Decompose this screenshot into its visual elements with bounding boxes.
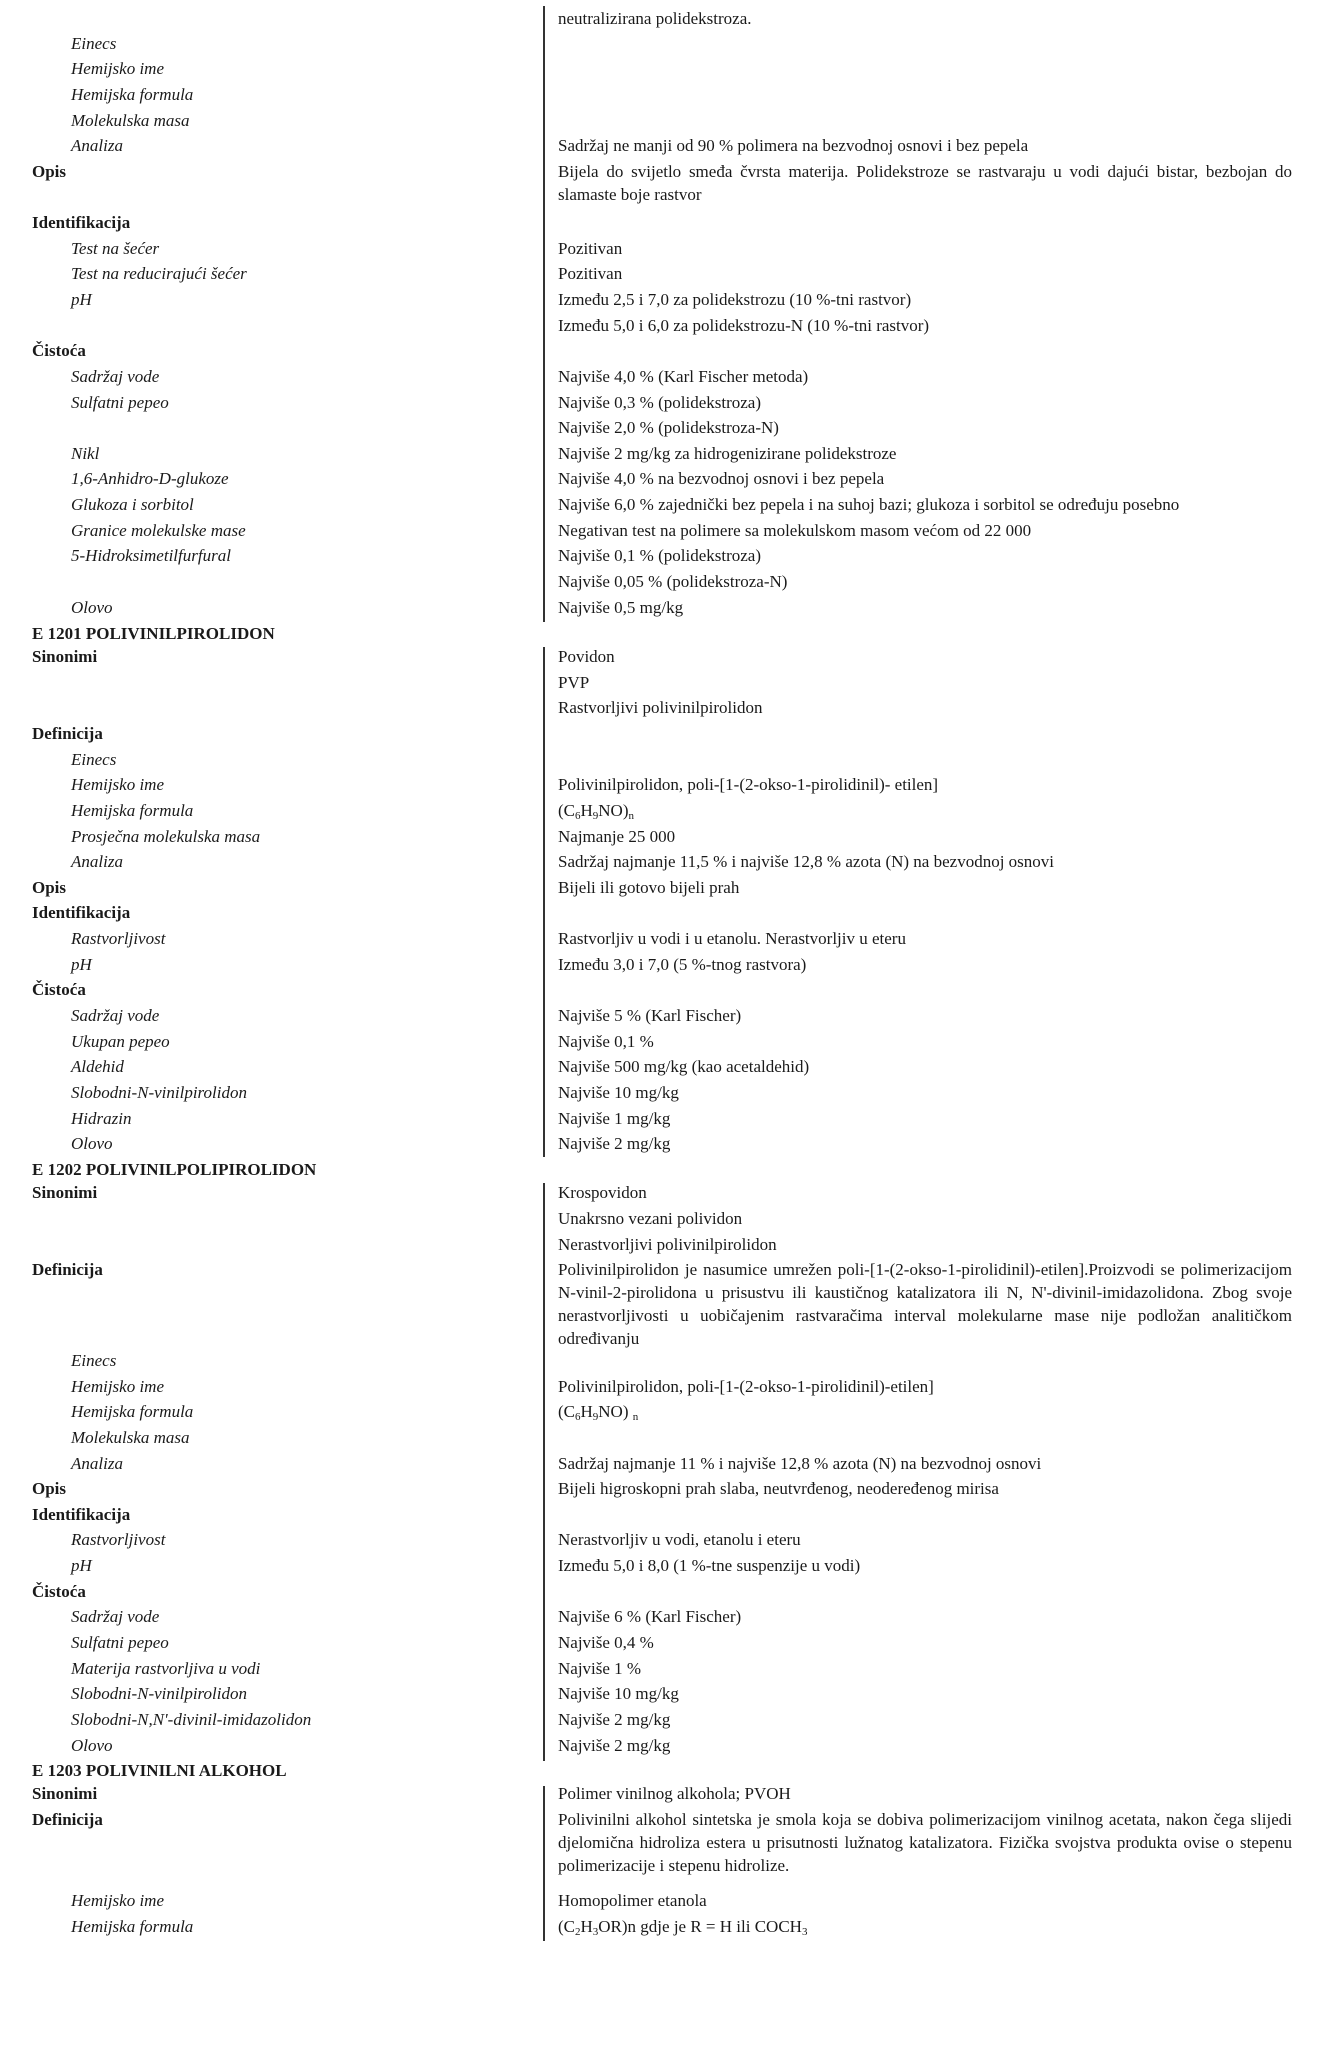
lead-label: Olovo <box>71 1736 113 1755</box>
molecular-mass-label: Molekulska masa <box>71 1428 190 1447</box>
hydrazine-value: Najviše 1 mg/kg <box>558 1109 671 1128</box>
aldehyde-value: Najviše 500 mg/kg (kao acetaldehid) <box>558 1057 810 1076</box>
chemical-name-value: Polivinilpirolidon, poli-[1-(2-okso-1-pirolidinil)- etilen] <box>558 775 939 794</box>
chemical-name-label: Hemijsko ime <box>71 59 165 78</box>
description-value: Bijeli ili gotovo bijeli prah <box>558 878 740 897</box>
molecular-mass-limit-value: Negativan test na polimere sa molekulskom masom većom od 22 000 <box>558 521 1032 540</box>
anhydroglucose-value: Najviše 4,0 % na bezvodnoj osnovi i bez pepela <box>558 469 885 488</box>
identification-heading: Identifikacija <box>32 213 131 232</box>
description-label: Opis <box>32 878 67 897</box>
section-title-e1202: E 1202 POLIVINILPOLIPIROLIDON <box>32 1160 317 1179</box>
synonym-value: Povidon <box>558 647 615 666</box>
synonym-value: Unakrsno vezani polividon <box>558 1209 743 1228</box>
water-content-label: Sadržaj vode <box>71 367 160 386</box>
definition-label: Definicija <box>32 724 103 743</box>
chemical-formula-label: Hemijska formula <box>71 801 194 820</box>
synonyms-label: Sinonimi <box>32 1183 98 1202</box>
sulfated-ash-value: Najviše 2,0 % (polidekstroza-N) <box>558 418 779 437</box>
average-molecular-mass-value: Najmanje 25 000 <box>558 827 676 846</box>
chemical-name-value: Polivinilpirolidon, poli-[1-(2-okso-1-pirolidinil)-etilen] <box>558 1377 934 1396</box>
reducing-sugar-test-label: Test na reducirajući šećer <box>71 264 247 283</box>
einecs-label: Einecs <box>71 34 117 53</box>
ph-value: Između 2,5 i 7,0 za polidekstrozu (10 %-tni rastvor) <box>558 290 912 309</box>
ph-value: Između 5,0 i 6,0 za polidekstrozu-N (10 %-tni rastvor) <box>558 316 930 335</box>
glucose-sorbitol-label: Glukoza i sorbitol <box>71 495 194 514</box>
free-vinylpyrrolidone-label: Slobodni-N-vinilpirolidon <box>71 1083 247 1102</box>
lead-value: Najviše 2 mg/kg <box>558 1134 671 1153</box>
free-vinylpyrrolidone-value: Najviše 10 mg/kg <box>558 1684 679 1703</box>
ph-label: pH <box>71 1556 92 1575</box>
definition-label: Definicija <box>32 1260 103 1279</box>
glucose-sorbitol-value: Najviše 6,0 % zajednički bez pepela i na suhoj bazi; glukoza i sorbitol se određuju posebno <box>558 495 1180 514</box>
chemical-formula-value: $(C_6H_9NO)$ $_n$ <box>558 1402 639 1423</box>
water-soluble-matter-label: Materija rastvorljiva u vodi <box>71 1659 261 1678</box>
lead-value: Najviše 0,5 mg/kg <box>558 598 684 617</box>
ph-label: pH <box>71 290 92 309</box>
assay-value: Sadržaj najmanje 11,5 % i najviše 12,8 % azota (N) na bezvodnoj osnovi <box>558 852 1055 871</box>
sulfated-ash-label: Sulfatni pepeo <box>71 1633 169 1652</box>
chemical-formula-label: Hemijska formula <box>71 1917 194 1936</box>
total-ash-value: Najviše 0,1 % <box>558 1032 654 1051</box>
lead-value: Najviše 2 mg/kg <box>558 1736 671 1755</box>
synonym-value: Krospovidon <box>558 1183 647 1202</box>
description-label: Opis <box>32 1479 67 1498</box>
hmf-value: Najviše 0,1 % (polidekstroza) <box>558 546 761 565</box>
einecs-label: Einecs <box>71 750 117 769</box>
water-content-value: Najviše 5 % (Karl Fischer) <box>558 1006 742 1025</box>
synonym-value: Nerastvorljivi polivinilpirolidon <box>558 1235 777 1254</box>
sugar-test-value: Pozitivan <box>558 239 623 258</box>
identification-heading: Identifikacija <box>32 903 131 922</box>
water-content-value: Najviše 4,0 % (Karl Fischer metoda) <box>558 367 809 386</box>
chemical-name-label: Hemijsko ime <box>71 775 165 794</box>
ph-label: pH <box>71 955 92 974</box>
solubility-value: Rastvorljiv u vodi i u etanolu. Nerastvorljiv u eteru <box>558 929 906 948</box>
chemical-formula-label: Hemijska formula <box>71 1402 194 1421</box>
synonym-value: Rastvorljivi polivinilpirolidon <box>558 698 763 717</box>
average-molecular-mass-label: Prosječna molekulska masa <box>71 827 261 846</box>
free-vinylpyrrolidone-label: Slobodni-N-vinilpirolidon <box>71 1684 247 1703</box>
water-content-label: Sadržaj vode <box>71 1006 160 1025</box>
chemical-name-label: Hemijsko ime <box>71 1891 165 1910</box>
synonym-value: PVP <box>558 673 590 692</box>
synonym-value: Polimer vinilnog alkohola; PVOH <box>558 1784 791 1803</box>
anhydroglucose-label: 1,6-Anhidro-D-glukoze <box>71 469 229 488</box>
ph-value: Između 3,0 i 7,0 (5 %-tnog rastvora) <box>558 955 807 974</box>
purity-heading: Čistoća <box>32 980 86 999</box>
free-divinylimidazolidone-label: Slobodni-N,N'-divinil-imidazolidon <box>71 1710 312 1729</box>
hmf-value: Najviše 0,05 % (polidekstroza-N) <box>558 572 788 591</box>
intro-value: neutralizirana polidekstroza. <box>558 9 752 28</box>
water-content-value: Najviše 6 % (Karl Fischer) <box>558 1607 742 1626</box>
total-ash-label: Ukupan pepeo <box>71 1032 170 1051</box>
synonyms-label: Sinonimi <box>32 647 98 666</box>
section-title-e1201: E 1201 POLIVINILPIROLIDON <box>32 624 275 643</box>
purity-heading: Čistoća <box>32 341 86 360</box>
description-value: Bijeli higroskopni prah slaba, neutvrđenog, neodeređenog mirisa <box>558 1479 999 1498</box>
definition-value: Polivinilpirolidon je nasumice umrežen poli-[1-(2-okso-1-pirolidinil)-etilen].Proizvodi se polimerizacijom N-vinil-2-pirolidona u prisustvu ili kaustičnog katalizatora ili N, N'-divinil-imidazolidona. Zbog svoje nerastvorljivosti u uobičajenim rastvaračima interval molekularne mase nije podložan analitičkom određivanju <box>558 1260 1292 1348</box>
aldehyde-label: Aldehid <box>71 1057 124 1076</box>
assay-value: Sadržaj najmanje 11 % i najviše 12,8 % azota (N) na bezvodnoj osnovi <box>558 1454 1042 1473</box>
definition-label: Definicija <box>32 1810 103 1829</box>
identification-heading: Identifikacija <box>32 1505 131 1524</box>
einecs-label: Einecs <box>71 1351 117 1370</box>
sulfated-ash-value: Najviše 0,3 % (polidekstroza) <box>558 393 761 412</box>
water-content-label: Sadržaj vode <box>71 1607 160 1626</box>
solubility-label: Rastvorljivost <box>71 929 166 948</box>
ph-value: Između 5,0 i 8,0 (1 %-tne suspenzije u vodi) <box>558 1556 861 1575</box>
description-value: Bijela do svijetlo smeđa čvrsta materija. Polidekstroze se rastvaraju u vodi dajući bistar, bezbojan do slamaste boje rastvor <box>558 162 1292 204</box>
sulfated-ash-value: Najviše 0,4 % <box>558 1633 654 1652</box>
chemical-formula-value: $(C_2H_3OR)n$ gdje je R = H ili $COCH_3$ <box>558 1917 808 1938</box>
nickel-value: Najviše 2 mg/kg za hidrogenizirane polidekstroze <box>558 444 897 463</box>
nickel-label: Nikl <box>71 444 100 463</box>
chemical-name-label: Hemijsko ime <box>71 1377 165 1396</box>
section-title-e1203: E 1203 POLIVINILNI ALKOHOL <box>32 1761 287 1780</box>
water-soluble-matter-value: Najviše 1 % <box>558 1659 642 1678</box>
lead-label: Olovo <box>71 1134 113 1153</box>
chemical-formula-label: Hemijska formula <box>71 85 194 104</box>
free-divinylimidazolidone-value: Najviše 2 mg/kg <box>558 1710 671 1729</box>
assay-value: Sadržaj ne manji od 90 % polimera na bezvodnoj osnovi i bez pepela <box>558 136 1029 155</box>
lead-label: Olovo <box>71 598 113 617</box>
hmf-label: 5-Hidroksimetilfurfural <box>71 546 231 565</box>
purity-heading: Čistoća <box>32 1582 86 1601</box>
chemical-name-value: Homopolimer etanola <box>558 1891 707 1910</box>
sugar-test-label: Test na šećer <box>71 239 160 258</box>
synonyms-label: Sinonimi <box>32 1784 98 1803</box>
assay-label: Analiza <box>71 852 123 871</box>
molecular-mass-limit-label: Granice molekulske mase <box>71 521 246 540</box>
definition-value: Polivinilni alkohol sintetska je smola koja se dobiva polimerizacijom vinilnog acetata, nakon čega slijedi djelomična hidroliza estera u prisutnosti lužnatog katalizatora. Fizička svojstva produkta ovise o stepenu polimerizacije i stepenu hidrolize. <box>558 1810 1292 1875</box>
free-vinylpyrrolidone-value: Najviše 10 mg/kg <box>558 1083 679 1102</box>
solubility-value: Nerastvorljiv u vodi, etanolu i eteru <box>558 1530 801 1549</box>
solubility-label: Rastvorljivost <box>71 1530 166 1549</box>
assay-label: Analiza <box>71 1454 123 1473</box>
sulfated-ash-label: Sulfatni pepeo <box>71 393 169 412</box>
description-label: Opis <box>32 162 67 181</box>
chemical-formula-value: $(C_6H_9NO)_n$ <box>558 801 634 822</box>
hydrazine-label: Hidrazin <box>71 1109 132 1128</box>
assay-label: Analiza <box>71 136 123 155</box>
molecular-mass-label: Molekulska masa <box>71 111 190 130</box>
reducing-sugar-test-value: Pozitivan <box>558 264 623 283</box>
